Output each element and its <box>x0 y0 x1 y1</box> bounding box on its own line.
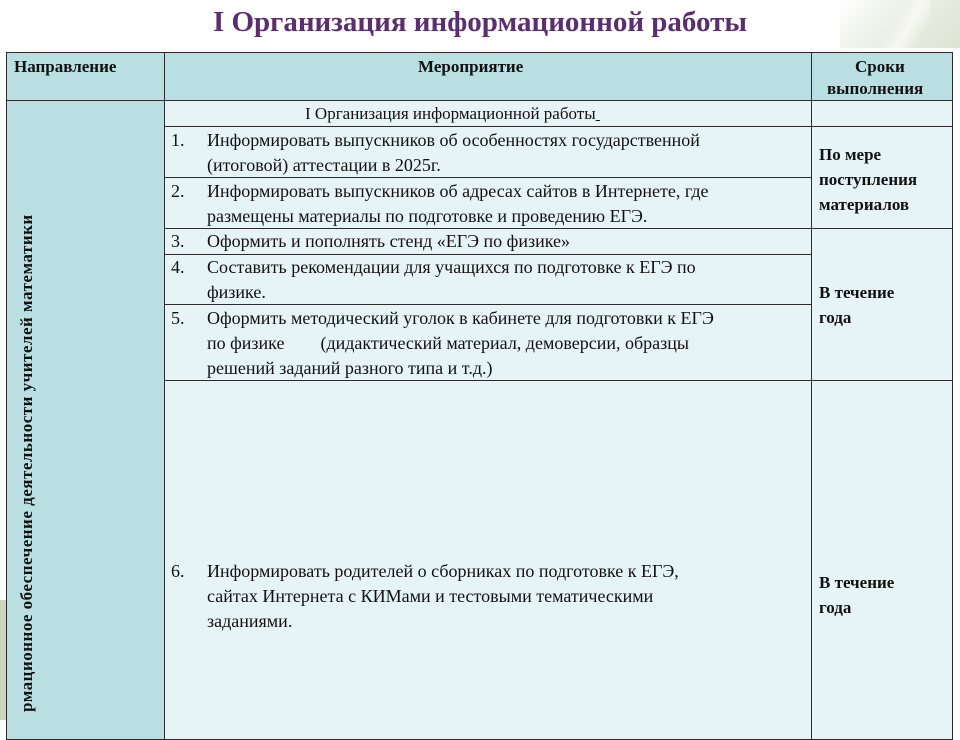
deadline-2-line-2: года <box>819 308 852 327</box>
row-3-number: 3. <box>171 231 185 251</box>
row-5-number: 5. <box>171 308 185 328</box>
section-title: I Организация информационной работы <box>305 104 596 123</box>
row-6-line-3: заданиями. <box>207 611 293 631</box>
deadline-2-line-1: В течение <box>819 283 895 302</box>
page-title: I Организация информационной работы <box>212 6 748 38</box>
row-1-line-2: (итоговой) аттестации в 2025г. <box>207 155 441 175</box>
deadline-1-line-1: По мере <box>819 145 882 164</box>
row-5-line-3: решений заданий разного типа и т.д.) <box>207 358 493 378</box>
row-4-line-2: физике. <box>207 282 266 302</box>
direction-vertical-text: рмационное обеспечение деятельности учителей математики <box>17 214 36 712</box>
row-5-line-2: по физике (дидактический материал, демоверсии, образцы <box>207 333 689 353</box>
row-2-line-2: размещены материалы по подготовке и проведению ЕГЭ. <box>207 206 648 226</box>
deadline-1-line-3: материалов <box>819 195 910 214</box>
row-5-line-1: Оформить методический уголок в кабинете для подготовки к ЕГЭ <box>207 308 714 328</box>
deadline-3-cell <box>811 380 953 740</box>
deadline-3-line-1: В течение <box>819 573 895 592</box>
deadline-1-line-2: поступления <box>819 170 918 189</box>
header-deadline-label-2: выполнения <box>827 79 924 98</box>
row-2-number: 2. <box>171 181 185 201</box>
direction-vertical-box <box>10 100 52 720</box>
row-1-line-1: Информировать выпускников об особенностях государственной <box>207 130 700 150</box>
deadline-3-line-2: года <box>819 598 852 617</box>
row-4-number: 4. <box>171 257 185 277</box>
row-4-line-1: Составить рекомендации для учащихся по подготовке к ЕГЭ по <box>207 257 696 277</box>
row-2-line-1: Информировать выпускников об адресах сайтов в Интернете, где <box>207 181 709 201</box>
row-6-line-1: Информировать родителей о сборниках по подготовке к ЕГЭ, <box>207 561 679 581</box>
row-3-line-1: Оформить и пополнять стенд «ЕГЭ по физике» <box>207 231 570 251</box>
header-event-label: Мероприятие <box>418 57 524 76</box>
header-direction-label: Направление <box>14 57 117 76</box>
row-6-number: 6. <box>171 561 185 581</box>
deadline-top-empty-cell <box>811 100 953 127</box>
row-1-number: 1. <box>171 130 185 150</box>
header-deadline-label-1: Сроки <box>855 57 905 76</box>
row-6-line-2: сайтах Интернета с КИМами и тестовыми тематическими <box>207 586 654 606</box>
